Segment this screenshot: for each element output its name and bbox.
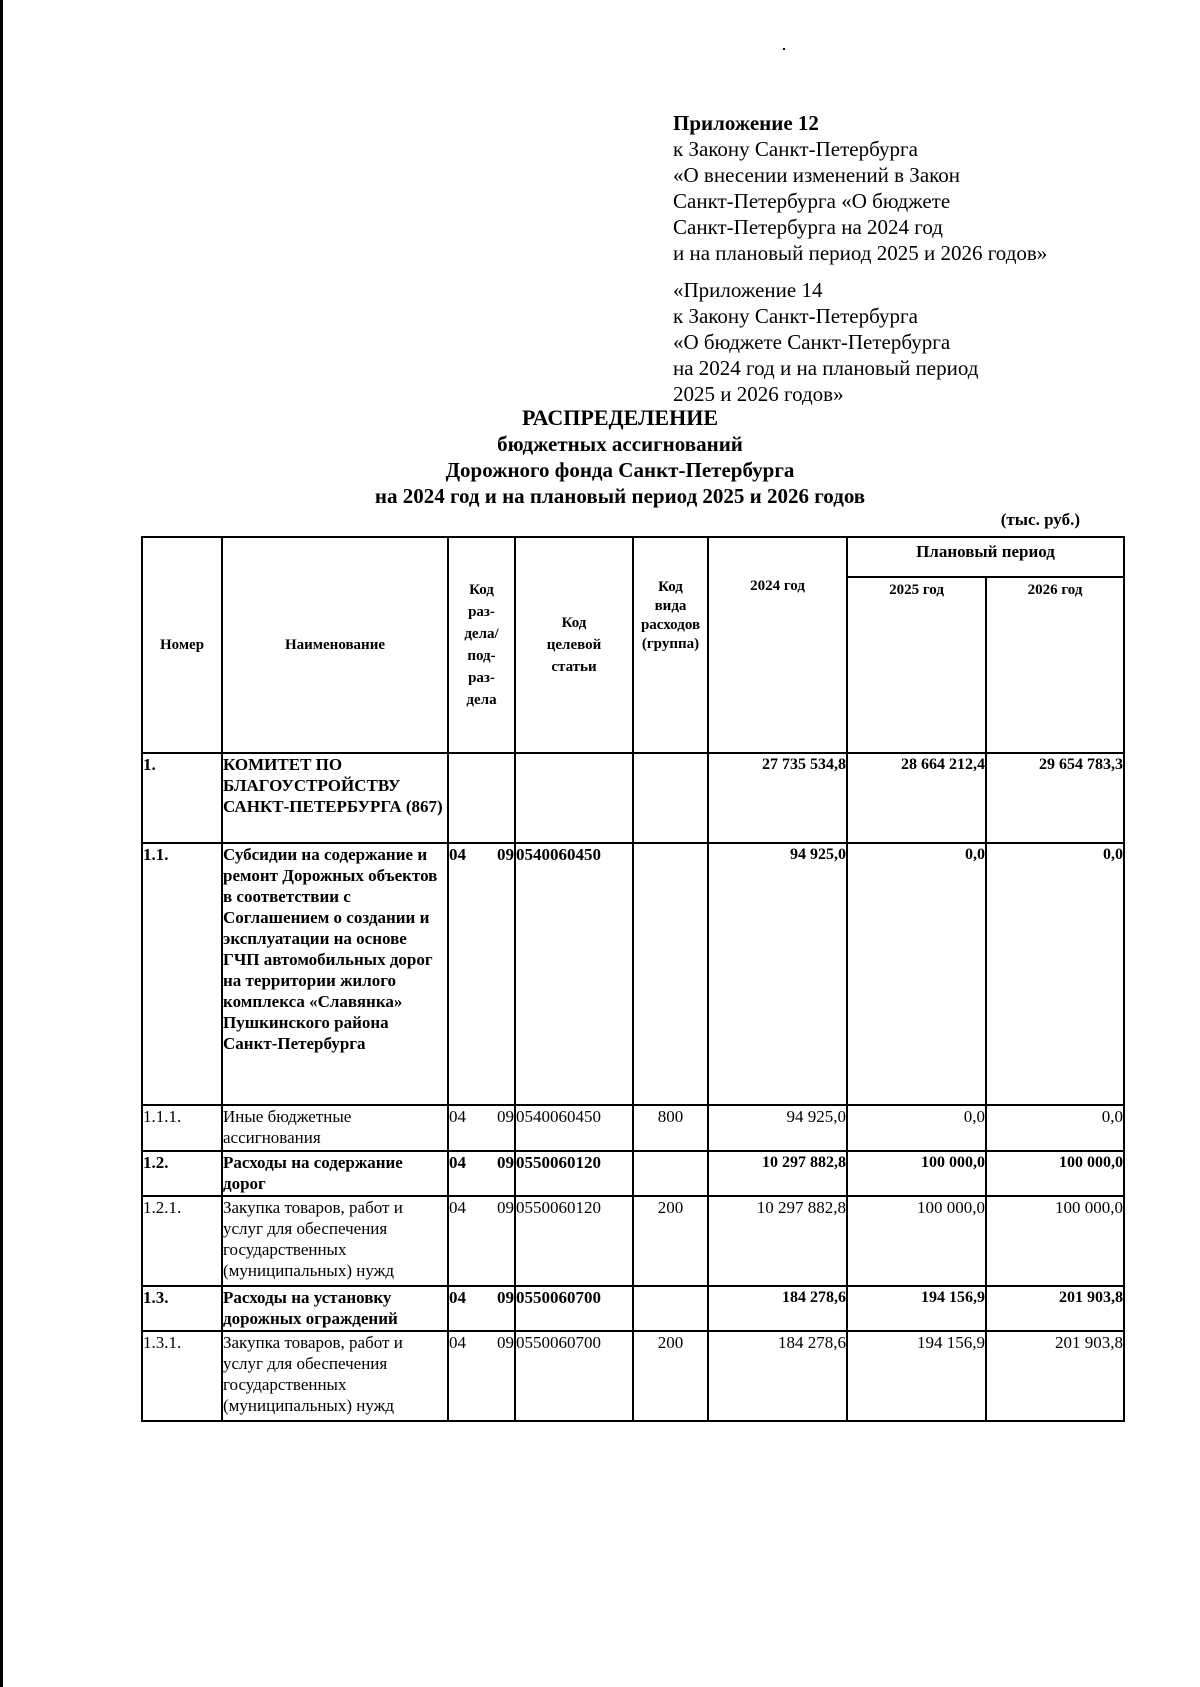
row-name: Расходы на содержание дорог — [222, 1151, 448, 1196]
row-name: Иные бюджетные ассигнования — [222, 1105, 448, 1151]
row-number: 1.2.1. — [142, 1196, 222, 1286]
row-name: Расходы на установку дорожных ограждений — [222, 1286, 448, 1331]
row-amount-2026: 0,0 — [986, 843, 1124, 1105]
header-target-line: целевой — [546, 637, 602, 653]
annex-prev-line: 2025 и 2026 годов» — [673, 382, 844, 406]
row-section: 04 — [449, 1333, 466, 1352]
row-expense-group — [633, 1286, 708, 1331]
annex-prev-line: на 2024 год и на плановый период — [673, 356, 979, 380]
header-number: Номер — [142, 537, 222, 753]
row-section: 04 — [449, 1288, 466, 1307]
row-subsection: 09 — [497, 1333, 514, 1352]
row-target-code: 0550060700 — [515, 1331, 633, 1421]
header-target-code — [515, 537, 633, 753]
row-name: Закупка товаров, работ и услуг для обеспечения государственных (муниципальных) нужд — [222, 1331, 448, 1421]
row-section-code — [448, 753, 515, 843]
header-section-line: раз- — [468, 604, 495, 620]
header-section-line: Код — [469, 582, 494, 598]
annex-prev-line: «О бюджете Санкт-Петербурга — [673, 330, 951, 354]
row-amount-2024: 184 278,6 — [708, 1331, 847, 1421]
row-number: 1. — [142, 753, 222, 843]
table-row — [142, 1286, 1124, 1331]
table-row — [142, 1331, 1124, 1421]
row-target-code: 0550060700 — [515, 1286, 633, 1331]
row-section-code — [448, 1196, 515, 1286]
row-target-code — [515, 753, 633, 843]
annex-previous-block — [673, 277, 1173, 407]
title-line-3: Дорожного фонда Санкт-Петербурга — [445, 458, 795, 482]
row-section-code — [448, 843, 515, 1105]
row-number: 1.3. — [142, 1286, 222, 1331]
header-year-2024: 2024 год — [708, 537, 847, 753]
row-expense-group: 800 — [633, 1105, 708, 1151]
row-section-code — [448, 1151, 515, 1196]
header-section-code — [448, 537, 515, 753]
annex-prev-line: «Приложение 14 — [673, 278, 823, 302]
row-subsection: 09 — [497, 1107, 514, 1126]
row-amount-2026: 201 903,8 — [986, 1286, 1124, 1331]
title-line-2: бюджетных ассигнований — [497, 432, 743, 456]
scan-edge-line — [0, 0, 3, 1687]
row-subsection: 09 — [497, 1153, 514, 1172]
annex-prev-line: к Закону Санкт-Петербурга — [673, 304, 918, 328]
scan-speck — [783, 48, 785, 50]
row-number: 1.1.1. — [142, 1105, 222, 1151]
header-target-line: статьи — [551, 659, 597, 675]
header-section-line: под- — [467, 648, 496, 664]
table-row — [142, 1196, 1124, 1286]
header-group-line: расходов — [640, 617, 701, 633]
row-target-code: 0540060450 — [515, 1105, 633, 1151]
row-number: 1.3.1. — [142, 1331, 222, 1421]
row-expense-group: 200 — [633, 1331, 708, 1421]
row-expense-group — [633, 753, 708, 843]
table-row — [142, 1151, 1124, 1196]
row-name: Закупка товаров, работ и услуг для обеспечения государственных (муниципальных) нужд — [222, 1196, 448, 1286]
row-expense-group — [633, 1151, 708, 1196]
document-title — [300, 405, 940, 509]
header-name: Наименование — [222, 537, 448, 753]
row-subsection: 09 — [497, 1288, 514, 1307]
header-group-line: вида — [654, 598, 687, 614]
header-planned-period: Плановый период — [847, 537, 1124, 577]
header-year-2025: 2025 год — [847, 577, 986, 753]
row-expense-group — [633, 843, 708, 1105]
row-amount-2025: 194 156,9 — [847, 1286, 986, 1331]
row-section-code — [448, 1331, 515, 1421]
annex-block — [673, 110, 1173, 266]
header-section-line: раз- — [468, 670, 495, 686]
row-amount-2026: 100 000,0 — [986, 1196, 1124, 1286]
row-section: 04 — [449, 1107, 466, 1126]
unit-label: (тыс. руб.) — [1000, 510, 1080, 529]
row-amount-2025: 194 156,9 — [847, 1331, 986, 1421]
row-section: 04 — [449, 1153, 466, 1172]
row-section: 04 — [449, 1198, 466, 1217]
annex-line: Санкт-Петербурга «О бюджете — [673, 189, 951, 213]
annex-line: Санкт-Петербурга на 2024 год — [673, 215, 943, 239]
row-amount-2024: 27 735 534,8 — [708, 753, 847, 843]
budget-table — [141, 536, 1125, 1422]
row-expense-group: 200 — [633, 1196, 708, 1286]
table-row — [142, 843, 1124, 1105]
row-amount-2024: 94 925,0 — [708, 843, 847, 1105]
row-amount-2025: 0,0 — [847, 843, 986, 1105]
header-group-line: Код — [658, 579, 683, 595]
row-amount-2025: 100 000,0 — [847, 1151, 986, 1196]
title-line-1: РАСПРЕДЕЛЕНИЕ — [521, 405, 718, 430]
row-amount-2026: 0,0 — [986, 1105, 1124, 1151]
row-amount-2026: 100 000,0 — [986, 1151, 1124, 1196]
annex-line: и на плановый период 2025 и 2026 годов» — [673, 241, 1048, 265]
row-amount-2024: 94 925,0 — [708, 1105, 847, 1151]
header-section-line: дела/ — [464, 626, 499, 642]
row-number: 1.1. — [142, 843, 222, 1105]
header-section-line: дела — [466, 692, 497, 708]
annex-line: «О внесении изменений в Закон — [673, 163, 961, 187]
row-amount-2024: 184 278,6 — [708, 1286, 847, 1331]
annex-title: Приложение 12 — [673, 111, 819, 135]
row-subsection: 09 — [497, 845, 514, 864]
table-row — [142, 1105, 1124, 1151]
header-target-line: Код — [561, 615, 587, 631]
row-amount-2025: 0,0 — [847, 1105, 986, 1151]
title-line-4: на 2024 год и на плановый период 2025 и 2026 годов — [374, 484, 866, 508]
row-number: 1.2. — [142, 1151, 222, 1196]
row-amount-2025: 28 664 212,4 — [847, 753, 986, 843]
row-target-code: 0550060120 — [515, 1196, 633, 1286]
row-amount-2026: 29 654 783,3 — [986, 753, 1124, 843]
table-row — [142, 753, 1124, 843]
row-section-code — [448, 1105, 515, 1151]
row-name: КОМИТЕТ ПО БЛАГОУСТРОЙСТВУ САНКТ-ПЕТЕРБУРГА (867) — [222, 753, 448, 843]
annex-line: к Закону Санкт-Петербурга — [673, 137, 918, 161]
row-section: 04 — [449, 845, 466, 864]
row-section-code — [448, 1286, 515, 1331]
row-target-code: 0540060450 — [515, 843, 633, 1105]
row-amount-2025: 100 000,0 — [847, 1196, 986, 1286]
header-expense-group — [633, 537, 708, 753]
header-year-2026: 2026 год — [986, 577, 1124, 753]
row-subsection: 09 — [497, 1198, 514, 1217]
header-group-line: (группа) — [641, 636, 700, 652]
row-amount-2026: 201 903,8 — [986, 1331, 1124, 1421]
row-amount-2024: 10 297 882,8 — [708, 1196, 847, 1286]
row-target-code: 0550060120 — [515, 1151, 633, 1196]
row-name: Субсидии на содержание и ремонт Дорожных объектов в соответствии с Соглашением о создании и эксплуатации на основе ГЧП автомобильных дорог на территории жилого комплекса «Славянка» Пушкинского района Санкт-Петербурга — [222, 843, 448, 1105]
row-amount-2024: 10 297 882,8 — [708, 1151, 847, 1196]
